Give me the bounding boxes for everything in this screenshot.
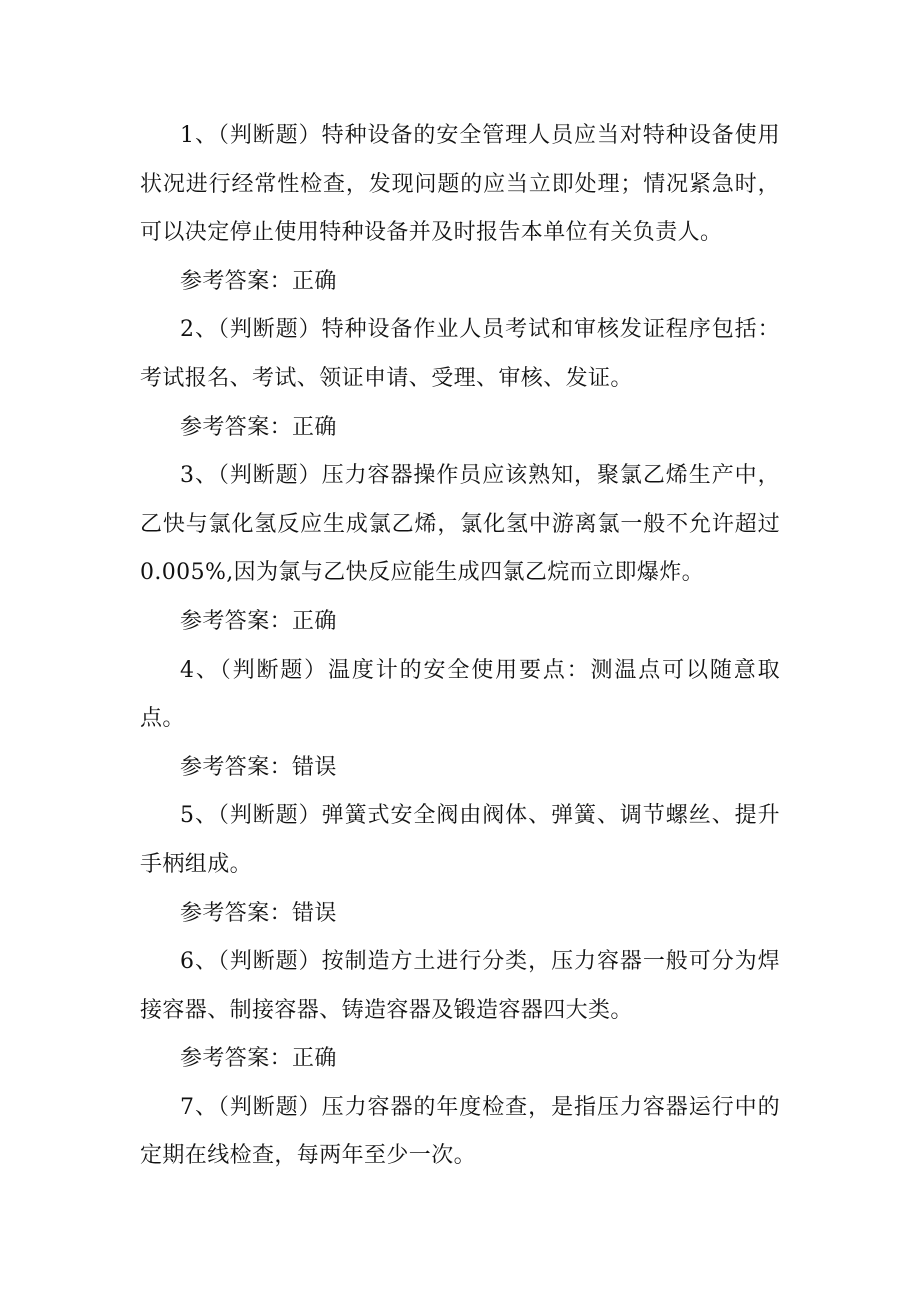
question-6-text: 6、（判断题）按制造方土进行分类，压力容器一般可分为焊接容器、制接容器、铸造容器及锻造容器四大类。 (140, 949, 780, 1023)
question-3-answer: 参考答案：正确 (180, 608, 337, 634)
question-2-text: 2、（判断题）特种设备作业人员考试和审核发证程序包括：考试报名、考试、领证申请、受理、审核、发证。 (140, 317, 780, 391)
question-4-text: 4、（判断题）温度计的安全使用要点：测温点可以随意取点。 (140, 657, 780, 732)
question-1-answer: 参考答案：正确 (180, 268, 337, 294)
question-5-answer: 参考答案：错误 (180, 900, 337, 926)
question-7-text: 7、（判断题）压力容器的年度检查，是指压力容器运行中的定期在线检查，每两年至少一次。 (140, 1094, 780, 1169)
question-5-text: 5、（判断题）弹簧式安全阀由阀体、弹簧、调节螺丝、提升手柄组成。 (140, 803, 780, 877)
question-3-text: 3、（判断题）压力容器操作员应该熟知，聚氯乙烯生产中，乙快与氯化氢反应生成氯乙烯，氯化氢中游离氯一般不允许超过0.005%,因为氯与乙快反应能生成四氯乙烷而立即爆炸。 (140, 463, 780, 586)
question-1-text: 1、（判断题）特种设备的安全管理人员应当对特种设备使用状况进行经常性检查，发现问题的应当立即处理；情况紧急时，可以决定停止使用特种设备并及时报告本单位有关负责人。 (140, 123, 780, 246)
question-list (140, 112, 780, 1181)
question-6-answer: 参考答案：正确 (180, 1046, 337, 1072)
question-2-answer: 参考答案：正确 (180, 414, 337, 440)
question-4-answer: 参考答案：错误 (180, 754, 337, 780)
